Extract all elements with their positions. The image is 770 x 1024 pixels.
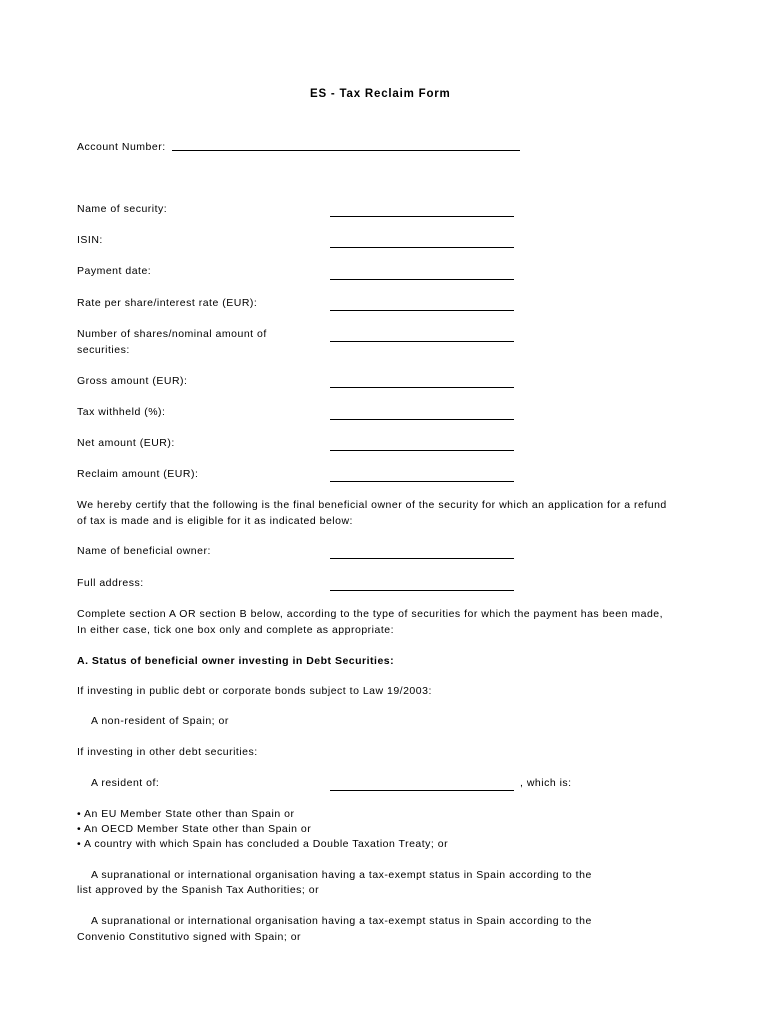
account-number-field[interactable]	[172, 150, 520, 151]
shares-label-line1: Number of shares/nominal amount of	[77, 328, 267, 340]
tax-withheld-field[interactable]	[330, 419, 514, 420]
supranational-option-2-line2: Convenio Constitutivo signed with Spain; or	[77, 931, 302, 943]
full-address-field[interactable]	[330, 590, 514, 591]
which-is-text: , which is:	[520, 777, 572, 789]
gross-amount-field[interactable]	[330, 387, 514, 388]
bullet-eu-member: • An EU Member State other than Spain or	[77, 808, 295, 820]
owner-name-field[interactable]	[330, 558, 514, 559]
name-of-security-field[interactable]	[330, 216, 514, 217]
complete-instructions-line1: Complete section A OR section B below, according to the type of securities for which the payment has been made,	[77, 608, 664, 620]
reclaim-amount-label: Reclaim amount (EUR):	[77, 468, 199, 480]
shares-field[interactable]	[330, 341, 514, 342]
supranational-option-1-line2: list approved by the Spanish Tax Authorities; or	[77, 884, 320, 896]
isin-field[interactable]	[330, 247, 514, 248]
non-resident-option[interactable]: A non-resident of Spain; or	[91, 715, 229, 727]
reclaim-amount-field[interactable]	[330, 481, 514, 482]
payment-date-label: Payment date:	[77, 265, 152, 277]
bullet-tax-treaty: • A country with which Spain has concluded a Double Taxation Treaty; or	[77, 838, 449, 850]
shares-label-line2: securities:	[77, 344, 130, 356]
complete-instructions-line2: In either case, tick one box only and complete as appropriate:	[77, 624, 395, 636]
resident-country-field[interactable]	[330, 790, 514, 791]
public-debt-intro: If investing in public debt or corporate bonds subject to Law 19/2003:	[77, 685, 432, 697]
supranational-option-1-line1[interactable]: A supranational or international organisation having a tax-exempt status in Spain according to the	[91, 869, 592, 881]
account-number-label: Account Number:	[77, 141, 166, 153]
other-debt-intro: If investing in other debt securities:	[77, 746, 258, 758]
full-address-label: Full address:	[77, 577, 144, 589]
tax-withheld-label: Tax withheld (%):	[77, 406, 166, 418]
isin-label: ISIN:	[77, 234, 103, 246]
rate-field[interactable]	[330, 310, 514, 311]
payment-date-field[interactable]	[330, 279, 514, 280]
certify-text-line1: We hereby certify that the following is the final beneficial owner of the security for which an application for a refund	[77, 499, 667, 511]
rate-label: Rate per share/interest rate (EUR):	[77, 297, 258, 309]
net-amount-field[interactable]	[330, 450, 514, 451]
name-of-security-label: Name of security:	[77, 203, 168, 215]
gross-amount-label: Gross amount (EUR):	[77, 375, 188, 387]
supranational-option-2-line1[interactable]: A supranational or international organisation having a tax-exempt status in Spain according to the	[91, 915, 592, 927]
owner-name-label: Name of beneficial owner:	[77, 545, 211, 557]
net-amount-label: Net amount (EUR):	[77, 437, 175, 449]
bullet-oecd-member: • An OECD Member State other than Spain or	[77, 823, 312, 835]
form-title: ES - Tax Reclaim Form	[310, 88, 451, 100]
section-a-heading: A. Status of beneficial owner investing in Debt Securities:	[77, 655, 395, 667]
resident-of-option[interactable]: A resident of:	[91, 777, 160, 789]
certify-text-line2: of tax is made and is eligible for it as indicated below:	[77, 515, 353, 527]
